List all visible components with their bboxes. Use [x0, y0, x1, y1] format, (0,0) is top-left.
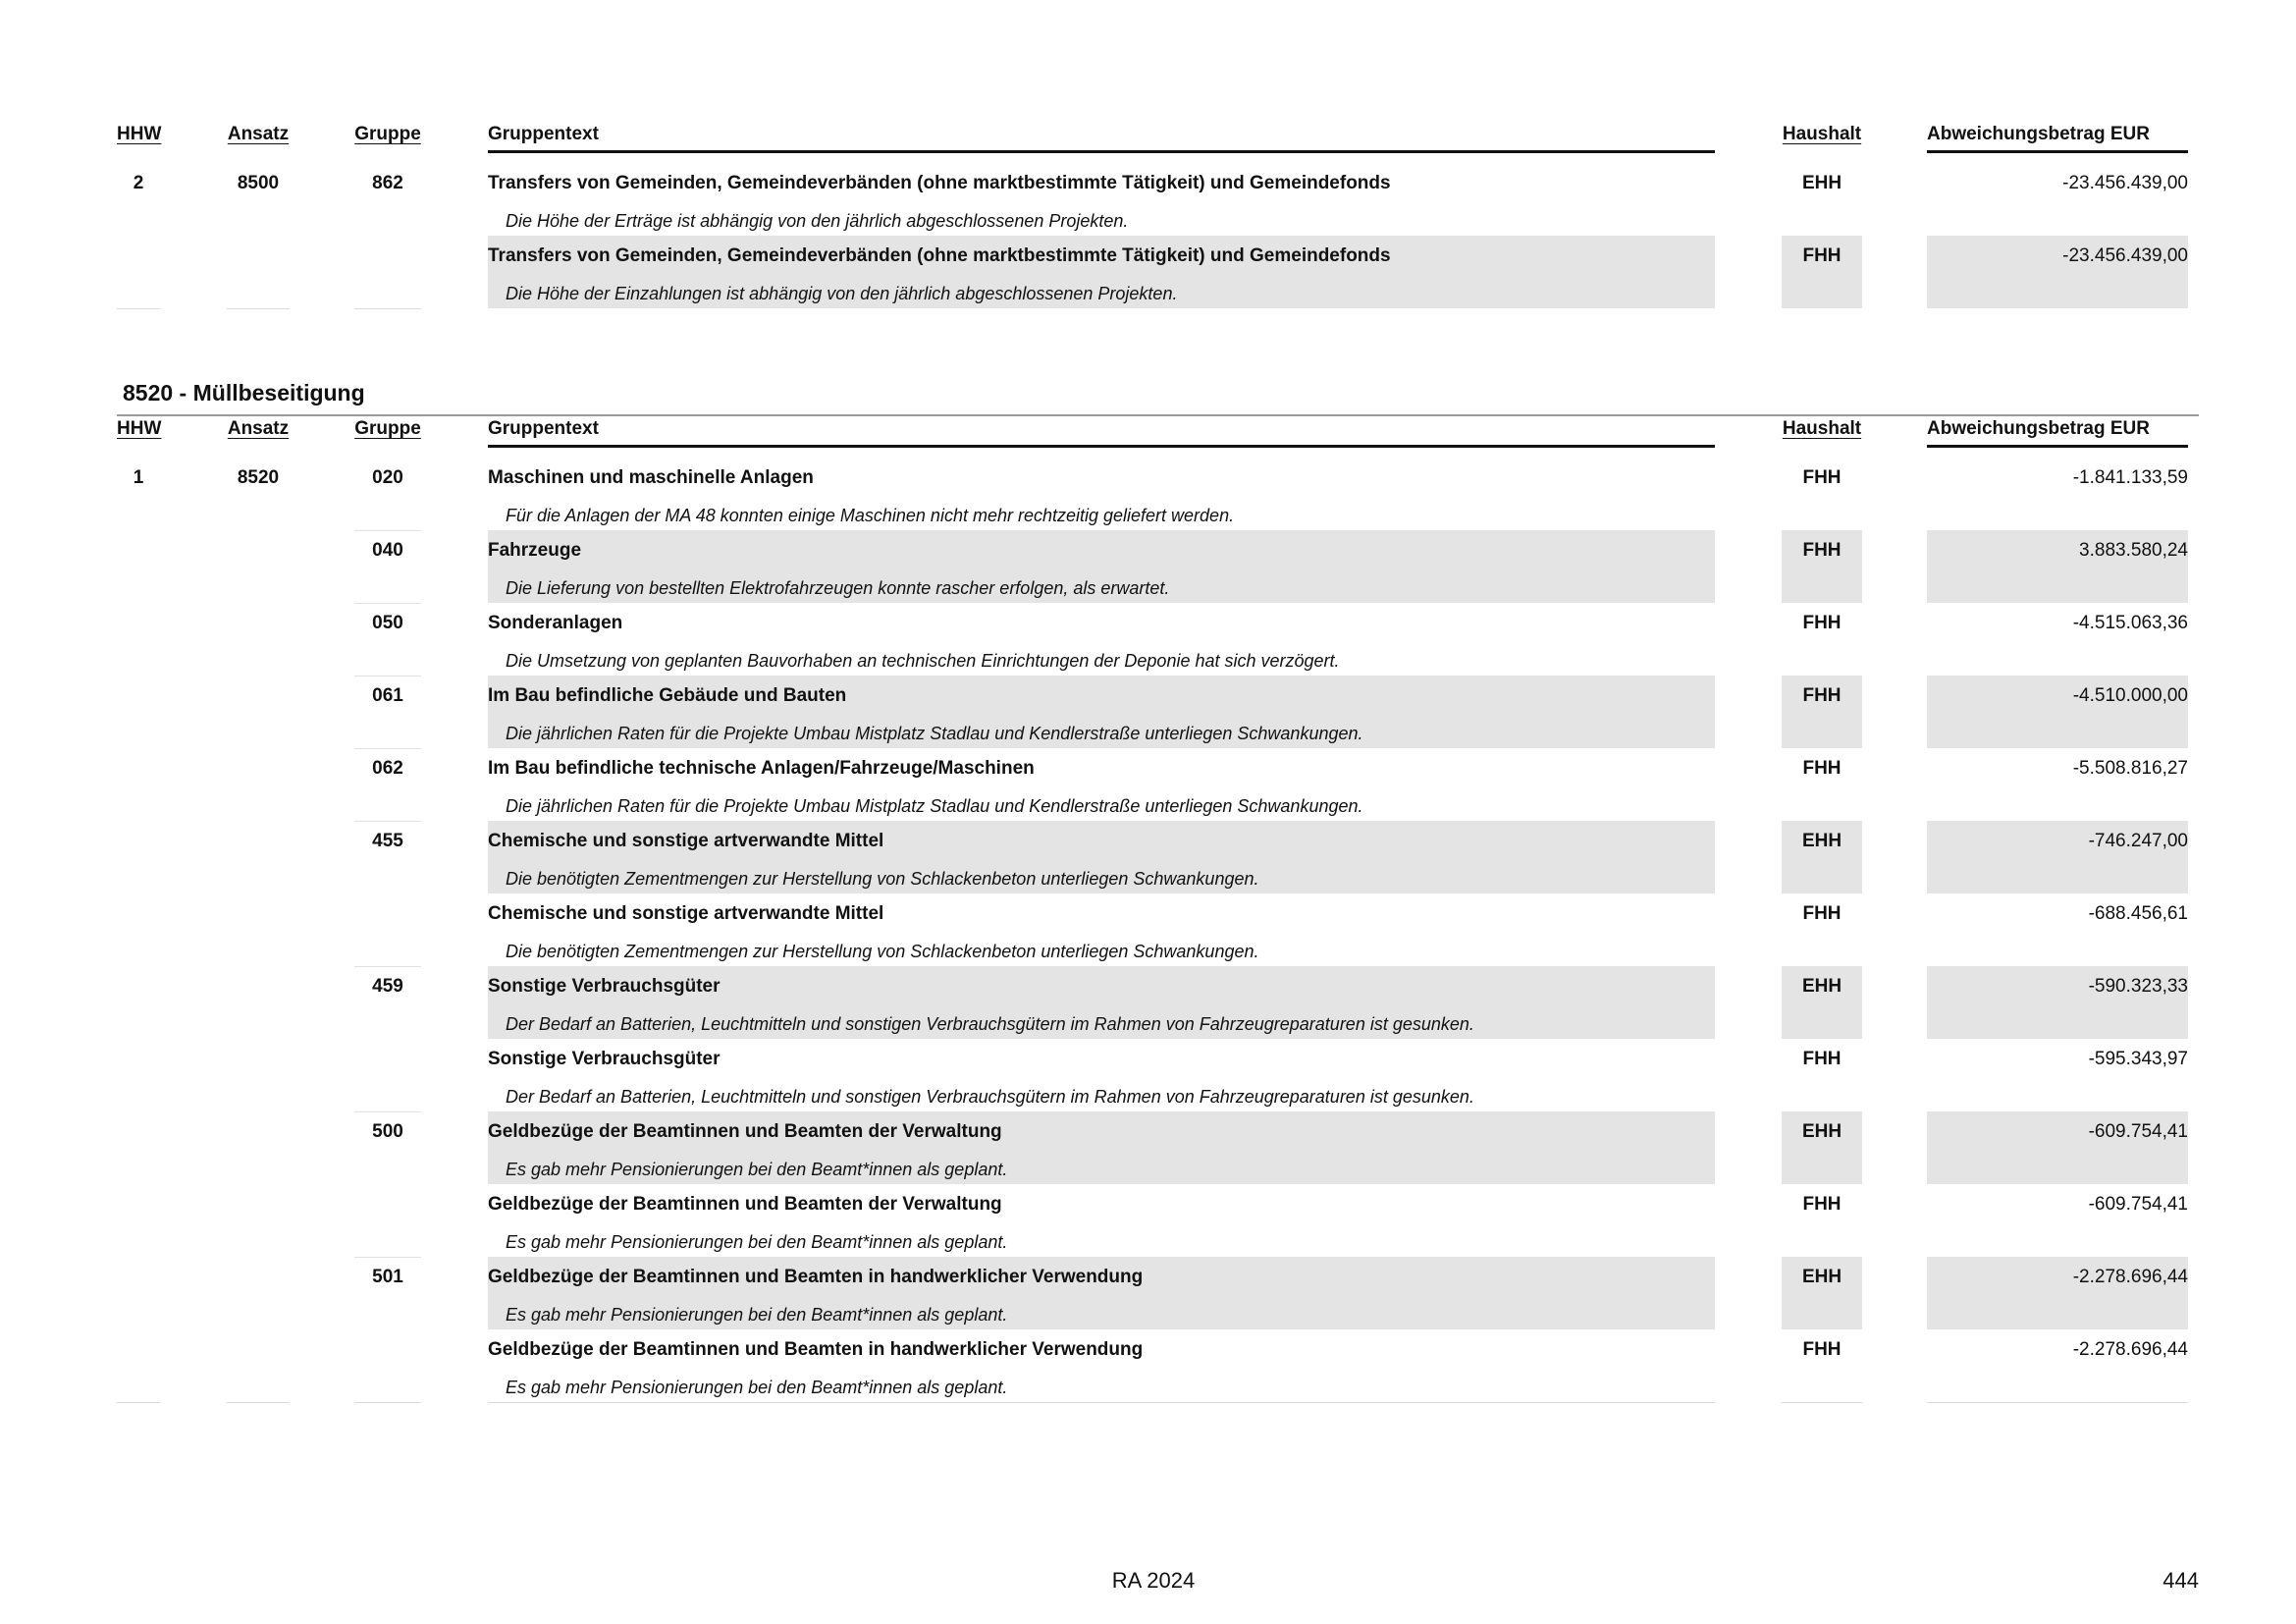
col-gruppe-header: Gruppe — [354, 124, 421, 144]
table-row — [0, 603, 2296, 676]
cell-gruppentext: Sonstige Verbrauchsgüter — [488, 1049, 721, 1069]
table-row — [0, 748, 2296, 821]
cell-haushalt: FHH — [1802, 1049, 1842, 1069]
table-row — [0, 1329, 2296, 1402]
cell-haushalt: FHH — [1802, 1339, 1842, 1360]
cell-gruppentext: Transfers von Gemeinden, Gemeindeverbänden (ohne marktbestimmte Tätigkeit) und Gemeindefonds — [488, 173, 1391, 193]
cell-amount: -688.456,61 — [2088, 903, 2188, 924]
section-title: 8520 - Müllbeseitigung — [123, 380, 365, 406]
cell-ansatz: 8500 — [237, 173, 280, 193]
cell-gruppentext: Geldbezüge der Beamtinnen und Beamten der Verwaltung — [488, 1121, 1002, 1142]
cell-gruppe: 455 — [372, 831, 403, 851]
cell-note: Die Höhe der Erträge ist abhängig von den jährlich abgeschlossenen Projekten. — [506, 211, 1129, 231]
table-row — [0, 966, 2296, 1039]
col-gruppe-header: Gruppe — [354, 418, 421, 439]
cell-gruppentext: Chemische und sonstige artverwandte Mittel — [488, 831, 884, 851]
cell-haushalt: EHH — [1801, 1267, 1842, 1287]
cell-gruppe: 500 — [372, 1121, 403, 1142]
cell-haushalt: EHH — [1801, 1121, 1842, 1142]
cell-haushalt: EHH — [1801, 173, 1842, 193]
cell-gruppe: 020 — [372, 467, 403, 488]
col-haushalt-header: Haushalt — [1782, 124, 1862, 144]
cell-note: Es gab mehr Pensionierungen bei den Beamt*innen als geplant. — [506, 1305, 1008, 1325]
cell-note: Die Lieferung von bestellten Elektrofahrzeugen konnte rascher erfolgen, als erwartet. — [506, 578, 1170, 598]
cell-gruppentext: Geldbezüge der Beamtinnen und Beamten in handwerklicher Verwendung — [488, 1267, 1144, 1287]
cell-note: Die jährlichen Raten für die Projekte Umbau Mistplatz Stadlau und Kendlerstraße unterliegen Schwankungen. — [506, 796, 1363, 816]
cell-amount: -595.343,97 — [2088, 1049, 2188, 1069]
table-row — [0, 1257, 2296, 1329]
cell-amount: -4.510.000,00 — [2072, 685, 2188, 706]
cell-gruppentext: Fahrzeuge — [488, 540, 582, 561]
cell-gruppentext: Geldbezüge der Beamtinnen und Beamten der Verwaltung — [488, 1194, 1002, 1215]
cell-note: Es gab mehr Pensionierungen bei den Beamt*innen als geplant. — [506, 1160, 1008, 1179]
col-gruppentext-header: Gruppentext — [488, 418, 1715, 448]
cell-amount: -2.278.696,44 — [2072, 1339, 2188, 1360]
table-row — [0, 676, 2296, 748]
cell-amount: -609.754,41 — [2088, 1194, 2188, 1215]
footer-report-label: RA 2024 — [1111, 1568, 1196, 1593]
table-row — [0, 1111, 2296, 1184]
cell-gruppe: 040 — [372, 540, 403, 561]
table-row — [0, 821, 2296, 893]
cell-haushalt: FHH — [1802, 1194, 1842, 1215]
cell-gruppentext: Chemische und sonstige artverwandte Mittel — [488, 903, 884, 924]
cell-gruppe: 061 — [372, 685, 403, 706]
col-haushalt-header: Haushalt — [1782, 418, 1862, 439]
cell-hhw: 1 — [133, 467, 144, 488]
cell-note: Die Höhe der Einzahlungen ist abhängig von den jährlich abgeschlossenen Projekten. — [506, 284, 1178, 303]
cell-haushalt: FHH — [1802, 467, 1842, 488]
col-ansatz-header: Ansatz — [227, 418, 290, 439]
col-gruppentext-header: Gruppentext — [488, 124, 1715, 153]
page-number: 444 — [2163, 1568, 2199, 1593]
cell-gruppe: 501 — [372, 1267, 403, 1287]
cell-note: Der Bedarf an Batterien, Leuchtmitteln und sonstigen Verbrauchsgütern im Rahmen von Fahrzeugreparaturen ist gesunken. — [506, 1014, 1474, 1034]
table-row — [0, 530, 2296, 603]
col-hhw-header: HHW — [117, 418, 162, 439]
cell-note: Die benötigten Zementmengen zur Herstellung von Schlackenbeton unterliegen Schwankungen. — [506, 942, 1259, 961]
col-betrag-header: Abweichungsbetrag EUR — [1927, 124, 2188, 153]
cell-gruppentext: Im Bau befindliche technische Anlagen/Fahrzeuge/Maschinen — [488, 758, 1035, 779]
cell-amount: -590.323,33 — [2088, 976, 2188, 997]
section-divider — [117, 414, 2199, 416]
col-betrag-header: Abweichungsbetrag EUR — [1927, 418, 2188, 448]
cell-amount: -5.508.816,27 — [2072, 758, 2188, 779]
cell-gruppentext: Transfers von Gemeinden, Gemeindeverbänden (ohne marktbestimmte Tätigkeit) und Gemeindefonds — [488, 245, 1391, 266]
cell-gruppe: 062 — [372, 758, 403, 779]
cell-amount: -23.456.439,00 — [2062, 173, 2188, 193]
cell-amount: -4.515.063,36 — [2072, 613, 2188, 633]
col-ansatz-header: Ansatz — [227, 124, 290, 144]
cell-note: Für die Anlagen der MA 48 konnten einige Maschinen nicht mehr rechtzeitig geliefert werden. — [506, 506, 1235, 525]
cell-amount: -609.754,41 — [2088, 1121, 2188, 1142]
cell-haushalt: FHH — [1802, 540, 1842, 561]
cell-hhw: 2 — [133, 173, 144, 193]
cell-gruppentext: Sonderanlagen — [488, 613, 623, 633]
cell-note: Die benötigten Zementmengen zur Herstellung von Schlackenbeton unterliegen Schwankungen. — [506, 869, 1259, 889]
cell-haushalt: FHH — [1802, 613, 1842, 633]
cell-note: Die Umsetzung von geplanten Bauvorhaben an technischen Einrichtungen der Deponie hat sich verzögert. — [506, 651, 1340, 671]
cell-haushalt: FHH — [1802, 245, 1842, 266]
cell-note: Der Bedarf an Batterien, Leuchtmitteln und sonstigen Verbrauchsgütern im Rahmen von Fahrzeugreparaturen ist gesunken. — [506, 1087, 1474, 1107]
cell-amount: -1.841.133,59 — [2072, 467, 2188, 488]
cell-note: Die jährlichen Raten für die Projekte Umbau Mistplatz Stadlau und Kendlerstraße unterliegen Schwankungen. — [506, 724, 1363, 743]
cell-ansatz: 8520 — [237, 467, 280, 488]
table-row — [0, 458, 2296, 530]
table-row — [0, 163, 2296, 236]
cell-amount: -2.278.696,44 — [2072, 1267, 2188, 1287]
cell-note: Es gab mehr Pensionierungen bei den Beamt*innen als geplant. — [506, 1232, 1008, 1252]
cell-gruppentext: Geldbezüge der Beamtinnen und Beamten in handwerklicher Verwendung — [488, 1339, 1144, 1360]
cell-haushalt: EHH — [1801, 831, 1842, 851]
cell-gruppe: 050 — [372, 613, 403, 633]
cell-haushalt: FHH — [1802, 903, 1842, 924]
table-row — [0, 1039, 2296, 1111]
cell-gruppe: 862 — [372, 173, 403, 193]
col-hhw-header: HHW — [117, 124, 162, 144]
cell-amount: -746.247,00 — [2088, 831, 2188, 851]
table-row — [0, 893, 2296, 966]
table-row — [0, 236, 2296, 308]
cell-note: Es gab mehr Pensionierungen bei den Beamt*innen als geplant. — [506, 1378, 1008, 1397]
cell-gruppe: 459 — [372, 976, 403, 997]
cell-amount: -23.456.439,00 — [2062, 245, 2188, 266]
cell-gruppentext: Im Bau befindliche Gebäude und Bauten — [488, 685, 847, 706]
cell-haushalt: FHH — [1802, 685, 1842, 706]
cell-haushalt: FHH — [1802, 758, 1842, 779]
cell-haushalt: EHH — [1801, 976, 1842, 997]
cell-gruppentext: Maschinen und maschinelle Anlagen — [488, 467, 814, 488]
cell-amount: 3.883.580,24 — [2079, 540, 2188, 561]
cell-gruppentext: Sonstige Verbrauchsgüter — [488, 976, 721, 997]
table-row — [0, 1184, 2296, 1257]
